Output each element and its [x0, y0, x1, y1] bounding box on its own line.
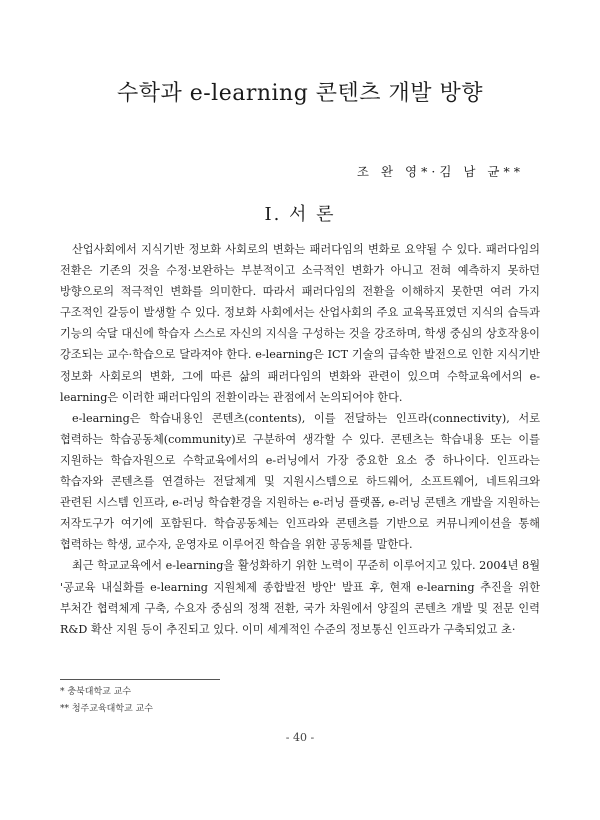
footnote: * 충북대학교 교수	[60, 687, 132, 697]
footnote: ** 청주교육대학교 교수	[60, 704, 153, 714]
paragraph: 산업사회에서 지식기반 정보화 사회로의 변화는 패러다임의 변화로 요약될 수 있다. 패러다임의 전환은 기존의 것을 수정·보완하는 부분적이고 소극적인 변화가 아니고 전혀 예측하지 못하던 방향으로의 적극적인 변화를 의미한다. 따라서 패러다임의 전환을 이해하지 못한면 여러 가지 구조적인 갈등이 발생할 수 있다. 정보화 사회에서는 산업사회의 주요 교육목표였던 지식의 습득과 기능의 숙달 대신에 학습자 스스로 자신의 지식을 구성하는 것을 강조하며, 학생 중심의 상호작용이 강조되는 교수·학습으로 달라져야 한다. e-learning은 ICT 기술의 급속한 발전으로 인한 지식기반 정보화 사회로의 변화, 그에 따른 삶의 패러다임의 변화와 관련이 있으며 수학교육에서의 e-learning은 이러한 패러다임의 전환이라는 관점에서 논의되어야 한다.	[60, 243, 540, 404]
body-text	[60, 239, 540, 640]
author-line: 조 완 영*·김 남 균**	[356, 164, 524, 179]
page-number: - 40 -	[285, 731, 315, 744]
paragraph: 최근 학교교육에서 e-learning을 활성화하기 위한 노력이 꾸준히 이루어지고 있다. 2004년 8월 '공교육 내실화를 e-learning 지원체제 종합발전 방안' 발표 후, 현재 e-learning 추진을 위한 부처간 협력체계 구축, 수요자 중심의 정책 전환, 국가 차원에서 양질의 콘텐츠 개발 및 전문 인력 R&D 확산 지원 등이 추진되고 있다. 이미 세계적인 수준의 정보통신 인프라가 구축되었고 초·	[60, 559, 540, 636]
footnotes	[60, 684, 153, 718]
paper-title: 수학과 e-learning 콘텐츠 개발 방향	[116, 81, 484, 106]
section-heading: Ⅰ. 서 론	[264, 204, 336, 225]
footnote-divider	[60, 679, 220, 680]
paragraph: e-learning은 학습내용인 콘텐츠(contents), 이를 전달하는 인프라(connectivity), 서로 협력하는 학습공동체(community)로 구분하여 생각할 수 있다. 콘텐츠는 학습내용 또는 이를 지원하는 학습자원으로 수학교육에서의 e-러닝에서 가장 중요한 요소 중 하나이다. 인프라는 학습자와 콘텐츠를 연결하는 전달체계 및 지원시스템으로 하드웨어, 소프트웨어, 네트워크와 관련된 시스템 인프라, e-러닝 학습환경을 지원하는 e-러닝 플랫폼, e-러닝 콘텐츠 개발을 지원하는 저작도구가 여기에 포함된다. 학습공동체는 인프라와 콘텐츠를 기반으로 커뮤니케이션을 통해 협력하는 학생, 교수자, 운영자로 이루어진 학습을 위한 공동체를 말한다.	[60, 411, 540, 552]
